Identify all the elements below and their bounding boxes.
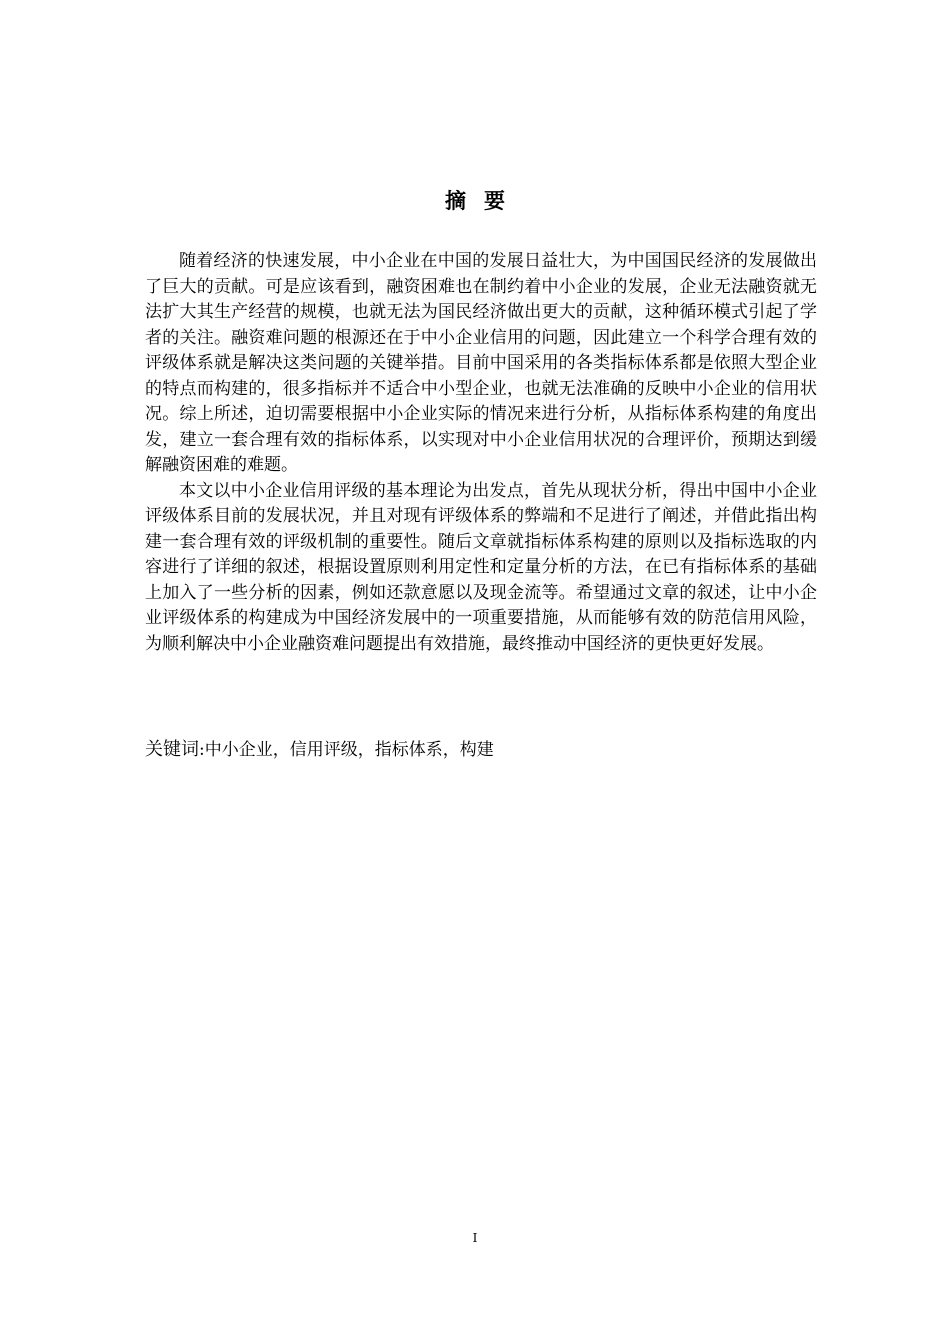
keywords-list: 中小企业，信用评级，指标体系，构建: [204, 740, 494, 760]
abstract-paragraph-1: 随着经济的快速发展，中小企业在中国的发展日益壮大，为中国国民经济的发展做出了巨大的贡献。可是应该看到，融资困难也在制约着中小企业的发展，企业无法融资就无法扩大其生产经营的规模，也就无法为国民经济做出更大的贡献，这种循环模式引起了学者的关注。融资难问题的根源还在于中小企业信用的问题，因此建立一个科学合理有效的评级体系就是解决这类问题的关键举措。目前中国采用的各类指标体系都是依照大型企业的特点而构建的，很多指标并不适合中小型企业，也就无法准确的反映中小企业的信用状况。综上所述，迫切需要根据中小企业实际的情况来进行分析，从指标体系构建的角度出发，建立一套合理有效的指标体系，以实现对中小企业信用状况的合理评价，预期达到缓解融资困难的难题。: [145, 251, 817, 475]
keywords-separator: :: [199, 740, 205, 760]
abstract-title: 摘要: [445, 189, 523, 213]
abstract-paragraph-2: 本文以中小企业信用评级的基本理论为出发点，首先从现状分析，得出中国中小企业评级体系目前的发展状况，并且对现有评级体系的弊端和不足进行了阐述，并借此指出构建一套合理有效的评级机制的重要性。随后文章就指标体系构建的原则以及指标选取的内容进行了详细的叙述，根据设置原则利用定性和定量分析的方法，在已有指标体系的基础上加入了一些分析的因素，例如还款意愿以及现金流等。希望通过文章的叙述，让中小企业评级体系的构建成为中国经济发展中的一项重要措施，从而能够有效的防范信用风险，为顺利解决中小企业融资难问题提出有效措施，最终推动中国经济的更快更好发展。: [145, 480, 817, 654]
keywords-label: 关键词: [145, 739, 199, 760]
page-number: I: [472, 1231, 478, 1245]
abstract-body: [145, 249, 817, 657]
keywords-line: [145, 736, 817, 764]
